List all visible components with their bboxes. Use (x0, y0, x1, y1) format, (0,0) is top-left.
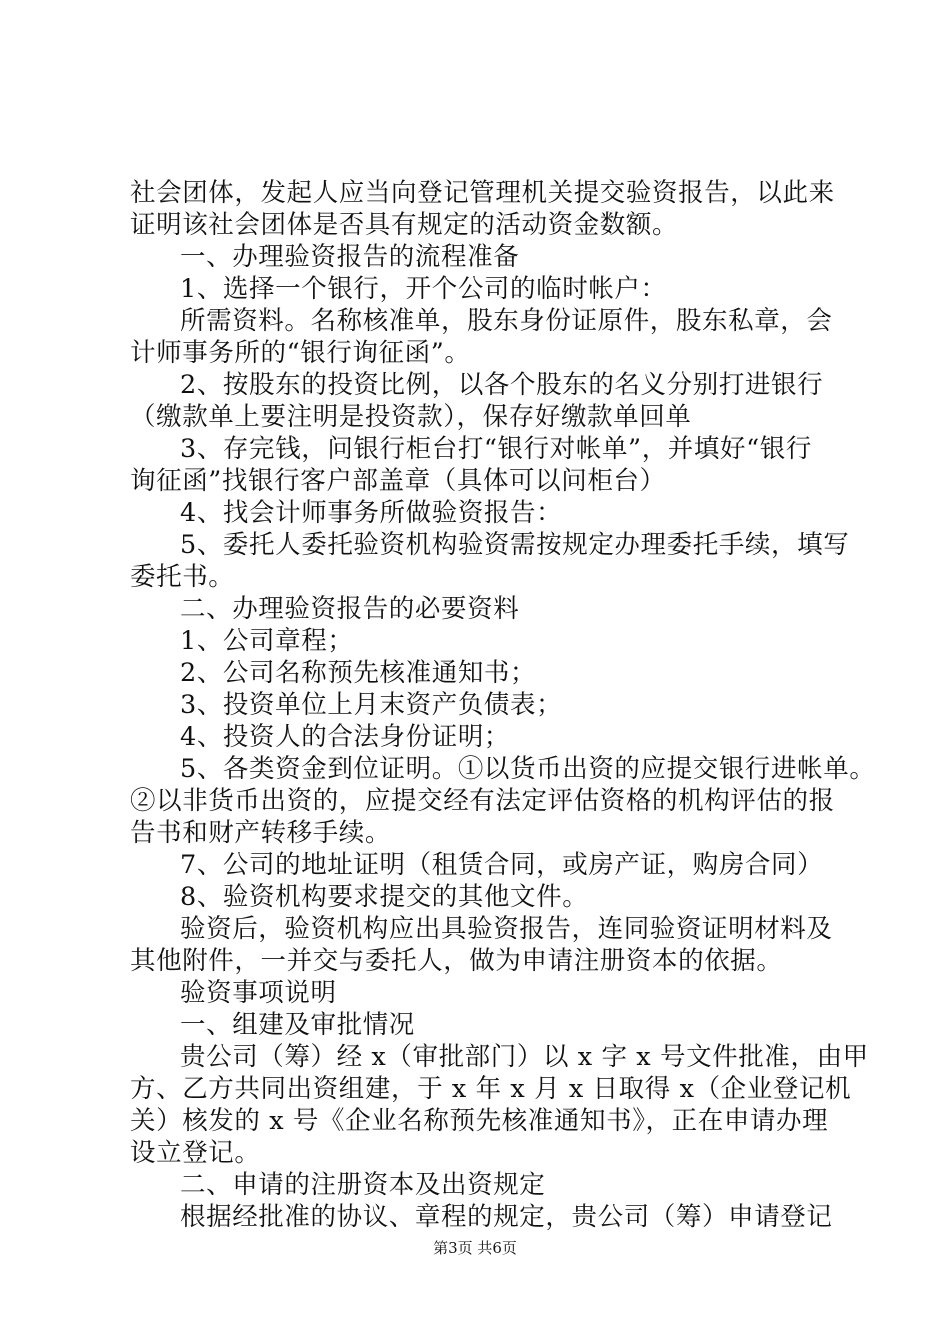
page-footer: 第3页 共6页 (433, 1239, 517, 1257)
text-line: 5、委托人委托验资机构验资需按规定办理委托手续，填写 (180, 530, 850, 560)
text-line: 方、乙方共同出资组建，于 x 年 x 月 x 日取得 x（企业登记机 (130, 1074, 852, 1104)
text-line: 关）核发的 x 号《企业名称预先核准通知书》，正在申请办理 (130, 1106, 829, 1136)
text-line: 4、找会计师事务所做验资报告： (180, 498, 563, 528)
section-heading: 验资事项说明 (180, 978, 337, 1008)
text-line: 计师事务所的“银行询征函”。 (130, 338, 471, 368)
text-line: ②以非货币出资的，应提交经有法定评估资格的机构评估的报 (130, 786, 835, 816)
text-line: 贵公司（筹）经 x（审批部门）以 x 字 x 号文件批准，由甲 (180, 1042, 869, 1072)
section-heading: 二、办理验资报告的必要资料 (180, 594, 520, 624)
text-line: 2、按股东的投资比例，以各个股东的名义分别打进银行 (180, 370, 824, 400)
text-line: 根据经批准的协议、章程的规定，贵公司（筹）申请登记 (180, 1202, 833, 1232)
text-line: 社会团体，发起人应当向登记管理机关提交验资报告，以此来 (130, 178, 835, 208)
text-line: 5、各类资金到位证明。①以货币出资的应提交银行进帐单。 (180, 754, 876, 784)
text-line: 告书和财产转移手续。 (130, 818, 392, 848)
text-line: 设立登记。 (130, 1138, 261, 1168)
text-line: 3、存完钱，问银行柜台打“银行对帐单”，并填好“银行 (180, 434, 812, 464)
text-line: 其他附件，一并交与委托人，做为申请注册资本的依据。 (130, 946, 783, 976)
text-line: 1、选择一个银行，开个公司的临时帐户： (180, 274, 667, 304)
text-line: 4、投资人的合法身份证明； (180, 722, 511, 752)
text-line: 证明该社会团体是否具有规定的活动资金数额。 (130, 210, 679, 240)
text-line: 询征函”找银行客户部盖章（具体可以问柜台） (130, 466, 666, 496)
text-line: 7、公司的地址证明（租赁合同，或房产证，购房合同） (180, 850, 824, 880)
text-line: 验资后，验资机构应出具验资报告，连同验资证明材料及 (180, 914, 833, 944)
text-line: 2、公司名称预先核准通知书； (180, 658, 537, 688)
text-line: 8、验资机构要求提交的其他文件。 (180, 882, 589, 912)
section-heading: 二、申请的注册资本及出资规定 (180, 1170, 546, 1200)
text-line: 所需资料。名称核准单，股东身份证原件，股东私章，会 (180, 306, 833, 336)
text-line: （缴款单上要注明是投资款），保存好缴款单回单 (130, 402, 692, 432)
text-line: 1、公司章程； (180, 626, 354, 656)
section-heading: 一、组建及审批情况 (180, 1010, 415, 1040)
text-line: 3、投资单位上月末资产负债表； (180, 690, 563, 720)
text-line: 委托书。 (130, 562, 235, 592)
section-heading: 一、办理验资报告的流程准备 (180, 242, 520, 272)
